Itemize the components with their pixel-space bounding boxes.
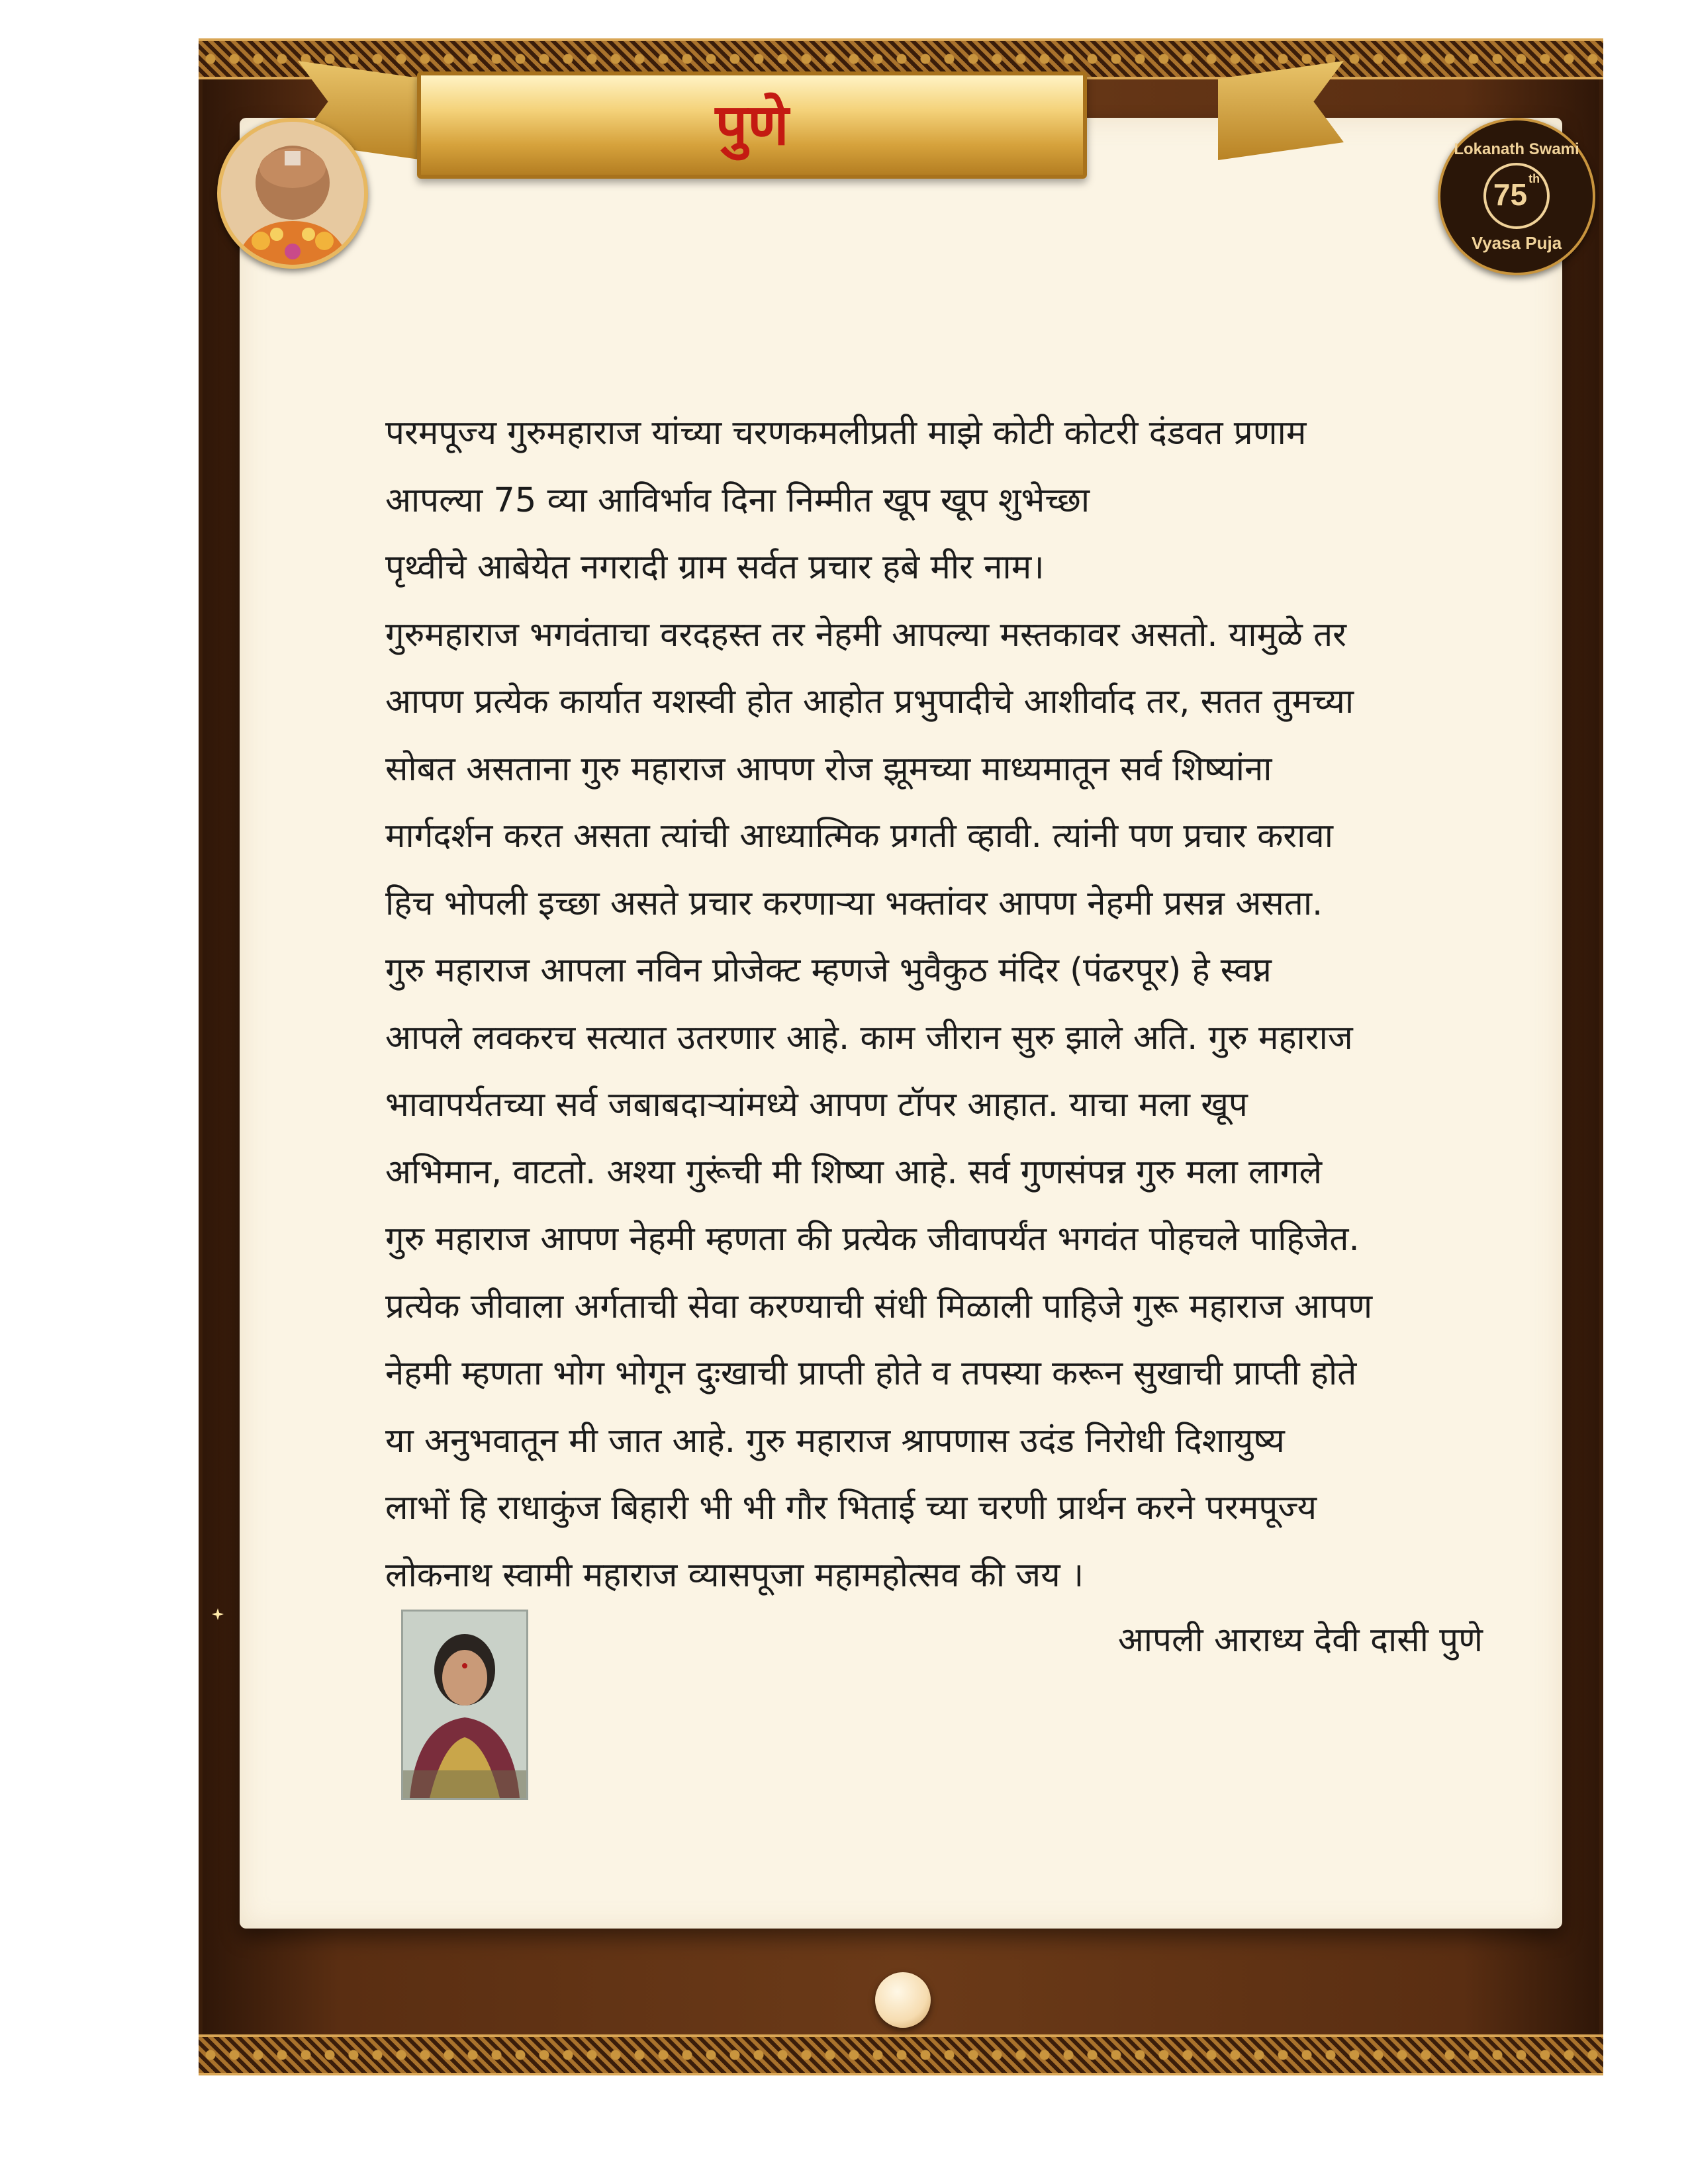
bottom-ornament-knob — [875, 1972, 931, 2028]
body-line: मार्गदर्शन करत असता त्यांची आध्यात्मिक प्रगती व्हावी. त्यांनी पण प्रचार करावा — [385, 817, 1333, 856]
body-line: प्रत्येक जीवाला अर्गताची सेवा करण्याची संधी मिळाली पाहिजे गुरू महाराज आपण — [385, 1287, 1373, 1326]
author-photo-image — [403, 1612, 526, 1798]
body-line: परमपूज्य गुरुमहाराज यांच्या चरणकमलीप्रती माझे कोटी कोटरी दंडवत प्रणाम — [385, 414, 1307, 453]
body-line: अभिमान, वाटतो. अश्या गुरूंची मी शिष्या आहे. सर्व गुणसंपन्न गुरु मला लागले — [385, 1152, 1323, 1192]
anniversary-badge — [1438, 118, 1595, 275]
body-line: या अनुभवातून मी जात आहे. गुरु महाराज श्रापणास उदंड निरोधी दिशायुष्य — [385, 1421, 1285, 1461]
body-line: गुरु महाराज आपण नेहमी म्हणता की प्रत्येक जीवापर्यंत भगवंत पोहचले पाहिजेत. — [385, 1220, 1360, 1259]
body-line: गुरुमहाराज भगवंताचा वरदहस्त तर नेहमी आपल्या मस्तकावर असतो. यामुळे तर — [385, 615, 1347, 655]
badge-number-ring — [1483, 163, 1550, 229]
body-line: लोकनाथ स्वामी महाराज व्यासपूजा महामहोत्सव की जय । — [385, 1555, 1084, 1595]
page-title: पुणे — [715, 92, 789, 158]
badge-number: 75 — [1493, 177, 1528, 212]
body-line: नेहमी म्हणता भोग भोगून दुःखाची प्राप्ती होते व तपस्या करून सुखाची प्राप्ती होते — [385, 1354, 1357, 1393]
ribbon-band — [417, 71, 1087, 179]
body-line: हिच भोपली इच्छा असते प्रचार करणाऱ्या भक्तांवर आपण नेहमी प्रसन्न असता. — [385, 884, 1323, 923]
body-line: आपले लवकरच सत्यात उतरणार आहे. काम जीरान सुरु झाले अति. गुरु महाराज — [385, 1018, 1353, 1058]
body-line: भावापर्यतच्या सर्व जबाबदाऱ्यांमध्ये आपण टॉपर आहात. याचा मला खूप — [385, 1085, 1248, 1124]
body-line: गुरु महाराज आपला नविन प्रोजेक्ट म्हणजे भुवैकुठ मंदिर (पंढरपूर) हे स्वप्न — [385, 951, 1272, 990]
badge-top-text: Lokanath Swami — [1454, 140, 1579, 158]
bottom-ornament-border — [199, 2034, 1603, 2075]
body-line: लाभों हि राधाकुंज बिहारी भी भी गौर भिताई च्या चरणी प्रार्थन करने परमपूज्य — [385, 1488, 1317, 1527]
badge-number-suffix: th — [1528, 171, 1540, 185]
letter-body — [385, 400, 1530, 1609]
signature: आपली आराध्य देवी दासी पुणे — [1117, 1621, 1483, 1660]
body-line: सोबत असताना गुरु महाराज आपण रोज झूमच्या माध्यमातून सर्व शिष्यांना — [385, 749, 1272, 789]
body-line: आपल्या 75 व्या आविर्भाव दिना निम्मीत खूप खूप शुभेच्छा — [385, 480, 1090, 520]
title-ribbon — [399, 71, 1226, 210]
body-line: पृथ्वीचे आबेयेत नगरादी ग्राम सर्वत प्रचार हबे मीर नाम। — [385, 548, 1045, 587]
body-line: आपण प्रत्येक कार्यात यशस्वी होत आहोत प्रभुपादीचे आशीर्वाद तर, सतत तुमच्या — [385, 682, 1354, 721]
author-photo — [401, 1610, 528, 1800]
portrait-image — [221, 122, 364, 265]
badge-bottom-text: Vyasa Puja — [1471, 232, 1562, 253]
guru-portrait — [217, 118, 368, 269]
